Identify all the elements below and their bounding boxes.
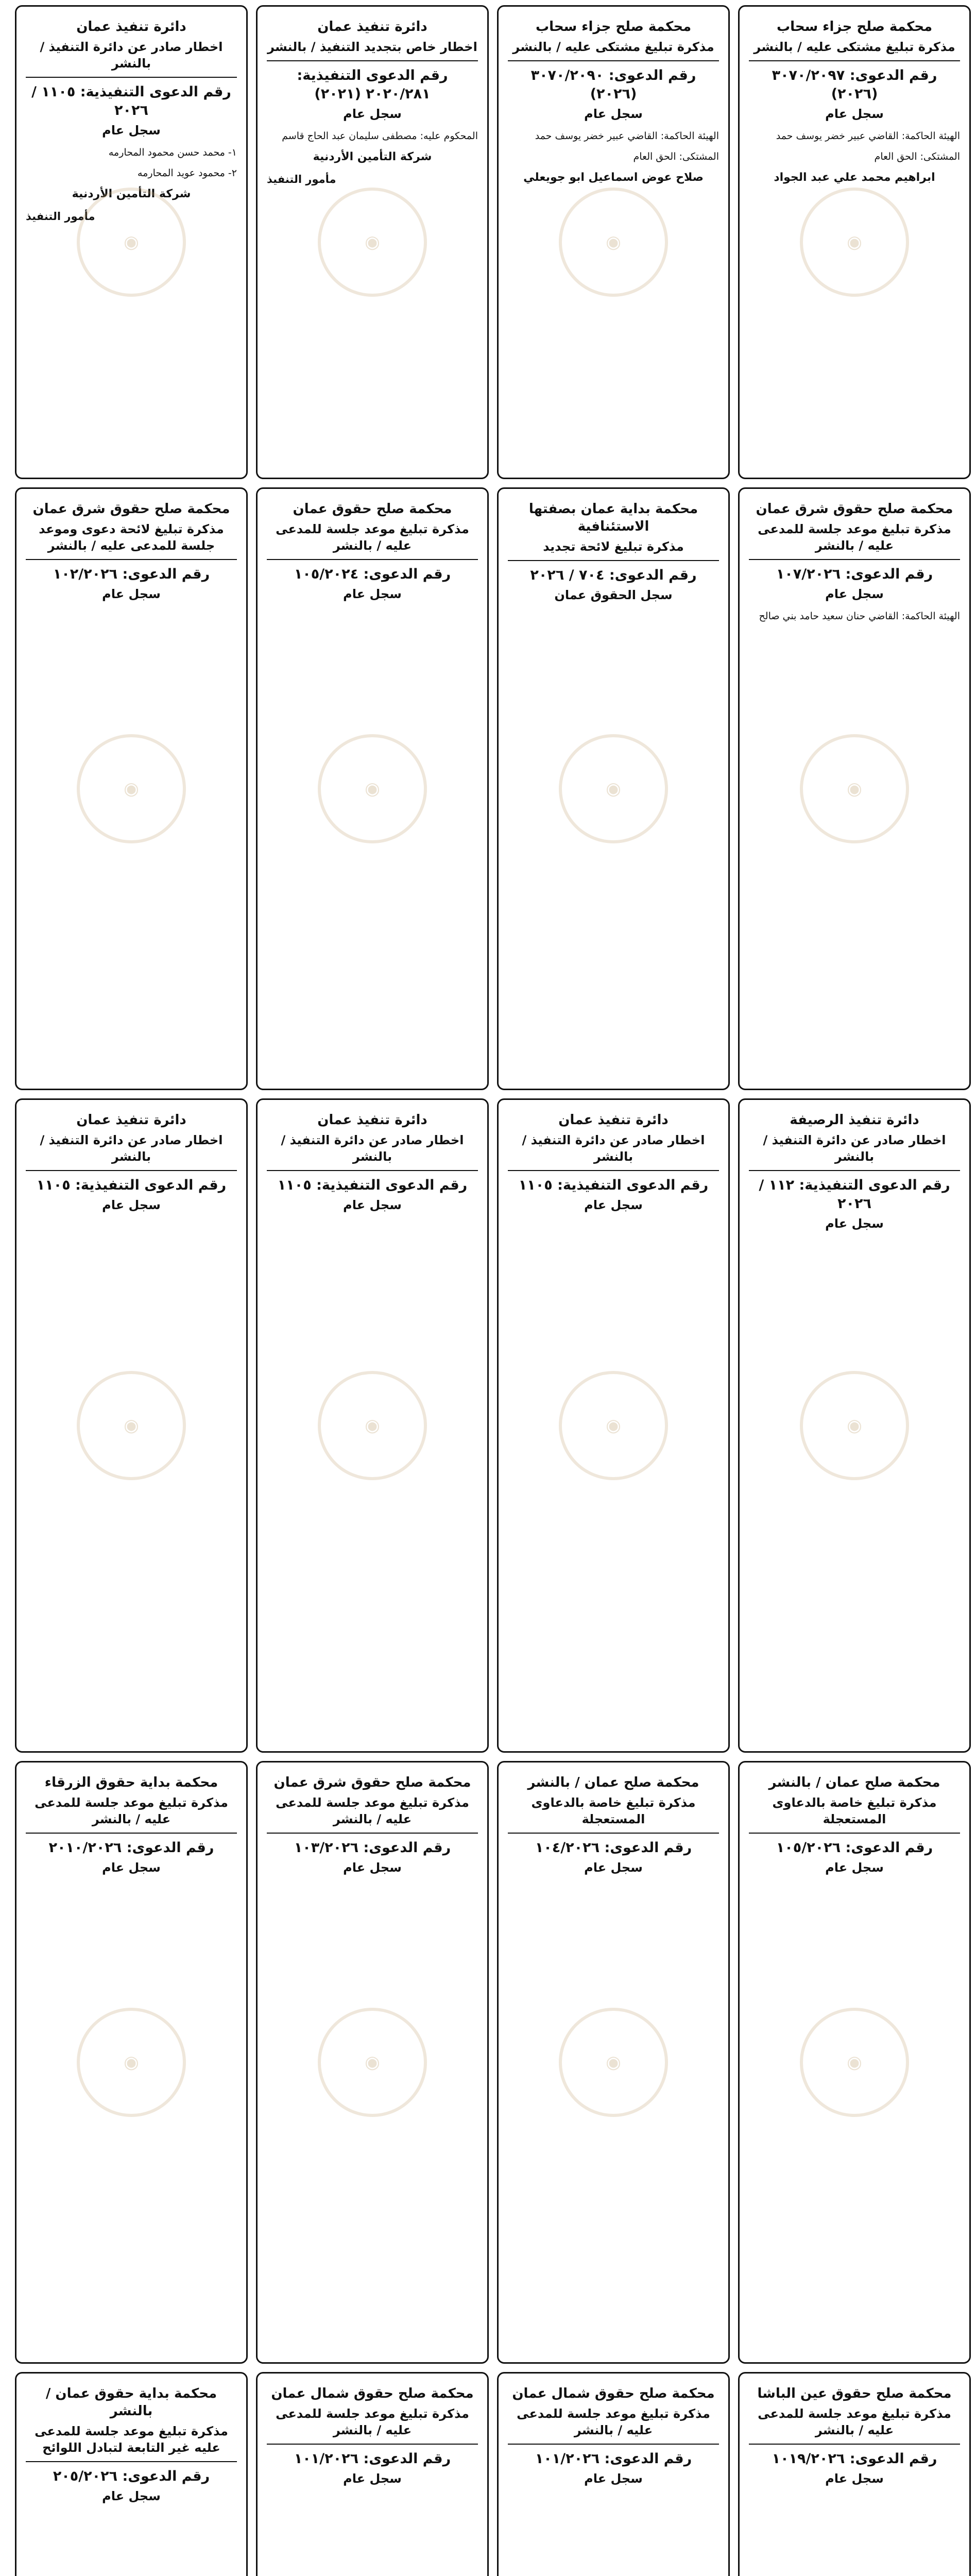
notice-subject: مذكرة تبليغ خاصة بالدعاوى المستعجلة: [772, 1795, 937, 1826]
court-notice: [738, 487, 971, 1090]
case-number: رقم الدعوى التنفيذية: ١١٢ / ٢٠٢٦: [759, 1177, 950, 1212]
case-number: رقم الدعوى: ١٠١/٢٠٢٦: [294, 2451, 451, 2467]
court-name: محكمة بداية حقوق عمان / بالنشر: [45, 2386, 217, 2419]
case-number: رقم الدعوى: ١٠١/٢٠٢٦: [535, 2451, 692, 2467]
notice-subject: مذكرة تبليغ موعد جلسة للمدعى عليه غير التابعة لتبادل اللوائح: [35, 2424, 228, 2455]
divider: [267, 2444, 478, 2445]
case-number: رقم الدعوى: ٢٠١٠/٢٠٢٦: [48, 1840, 214, 1856]
court-name: محكمة صلح حقوق عين الباشا: [757, 2386, 952, 2401]
watermark-seal-icon: ◉: [800, 188, 909, 297]
case-register: سجل عام: [825, 1860, 884, 1875]
notice-subject: اخطار صادر عن دائرة التنفيذ / بالنشر: [522, 1133, 705, 1164]
notice-paragraph: ١- محمد حسن محمود المحارمه: [108, 147, 237, 158]
watermark-seal-icon: ◉: [77, 2008, 186, 2117]
case-number: رقم الدعوى: ١٠٣/٢٠٢٦: [294, 1840, 451, 1856]
case-number: رقم الدعوى: ١٠٧/٢٠٢٦: [776, 566, 933, 582]
case-register: سجل عام: [584, 107, 643, 121]
notice-paragraph: ٢- محمود عويد المحارمه: [138, 167, 237, 179]
watermark-seal-icon: ◉: [800, 1371, 909, 1480]
court-name: محكمة بداية حقوق الزرقاء: [44, 1775, 218, 1790]
court-name: دائرة تنفيذ عمان: [558, 1112, 669, 1128]
court-name: محكمة صلح حقوق شرق عمان: [32, 501, 230, 517]
divider: [749, 1833, 960, 1834]
notice-subject: مذكرة تبليغ موعد جلسة للمدعى عليه / بالنشر: [276, 522, 469, 553]
notice-subject: مذكرة تبليغ موعد جلسة للمدعى عليه / بالنشر: [517, 2406, 710, 2437]
divider: [267, 1170, 478, 1171]
divider: [26, 77, 237, 78]
case-number: رقم الدعوى: ١٠٥/٢٠٢٦: [776, 1840, 933, 1856]
court-name: محكمة صلح عمان / بالنشر: [527, 1775, 699, 1790]
notice-paragraph: الهيئة الحاكمة: القاضي عبير خضر يوسف حمد: [535, 130, 719, 142]
notice-subject: اخطار صادر عن دائرة التنفيذ / بالنشر: [40, 1133, 223, 1164]
court-notice: [15, 2372, 248, 2576]
case-register: سجل عام: [343, 1198, 402, 1212]
party-name: ابراهيم محمد علي عبد الجواد: [774, 171, 935, 184]
divider: [26, 2461, 237, 2462]
notice-subject: مذكرة تبليغ موعد جلسة للمدعى عليه / بالنشر: [276, 1795, 469, 1826]
court-notice: [256, 1761, 489, 2364]
watermark-seal-icon: ◉: [77, 1371, 186, 1480]
court-name: دائرة تنفيذ الرصيفة: [790, 1112, 919, 1128]
watermark-seal-icon: ◉: [559, 2008, 668, 2117]
notice-subject: مذكرة تبليغ موعد جلسة للمدعى عليه / بالنشر: [35, 1795, 228, 1826]
divider: [508, 560, 719, 561]
court-notice: [256, 5, 489, 479]
case-register: سجل الحقوق عمان: [554, 588, 673, 602]
divider: [749, 559, 960, 560]
case-number: رقم الدعوى: ١٠٤/٢٠٢٦: [535, 1840, 692, 1856]
watermark-seal-icon: ◉: [318, 188, 427, 297]
case-register: سجل عام: [102, 2489, 161, 2503]
notice-subject: مذكرة تبليغ لائحة دعوى وموعد جلسة للمدعى عليه / بالنشر: [39, 522, 224, 553]
notice-paragraph: الهيئة الحاكمة: القاضي حنان سعيد حامد بني صالح: [759, 611, 960, 622]
notice-paragraph: المحكوم عليه: مصطفى سليمان عبد الحاج قاسم: [282, 130, 478, 142]
notices-row-3: [5, 1098, 971, 1753]
party-name: شركة التأمين الأردنية: [313, 150, 432, 163]
case-number: رقم الدعوى التنفيذية: ١١٠٥: [518, 1177, 709, 1193]
notice-subject: مذكرة تبليغ خاصة بالدعاوى المستعجلة: [531, 1795, 696, 1826]
signature-line: مأمور التنفيذ: [267, 173, 336, 185]
case-register: سجل عام: [102, 587, 161, 601]
court-name: محكمة بداية عمان بصفتها الاستئنافية: [528, 501, 698, 534]
court-notice: [15, 5, 248, 479]
notice-subject: مذكرة تبليغ موعد جلسة للمدعى عليه / بالنشر: [276, 2406, 469, 2437]
case-register: سجل عام: [584, 1860, 643, 1875]
court-notice: [738, 1761, 971, 2364]
court-notice: [497, 1098, 730, 1753]
court-notice: [256, 1098, 489, 1753]
case-number: رقم الدعوى: ١٠٥/٢٠٢٤: [294, 566, 451, 582]
notice-subject: اخطار صادر عن دائرة التنفيذ / بالنشر: [763, 1133, 946, 1164]
case-number: رقم الدعوى: ١٠٢/٢٠٢٦: [53, 566, 210, 582]
divider: [267, 1833, 478, 1834]
court-notice: [497, 5, 730, 479]
notice-subject: مذكرة تبليغ موعد جلسة للمدعى عليه / بالنشر: [758, 522, 951, 553]
notice-subject: اخطار خاص بتجديد التنفيذ / بالنشر: [267, 40, 477, 54]
court-notice: [738, 2372, 971, 2576]
court-name: محكمة صلح حقوق شرق عمان: [756, 501, 953, 517]
case-register: سجل عام: [102, 1198, 161, 1212]
court-notice: [738, 5, 971, 479]
case-register: سجل عام: [102, 1860, 161, 1875]
divider: [508, 1833, 719, 1834]
divider: [749, 60, 960, 61]
notice-subject: مذكرة تبليغ موعد جلسة للمدعى عليه / بالنشر: [758, 2406, 951, 2437]
watermark-seal-icon: ◉: [559, 734, 668, 843]
notice-subject: مذكرة تبليغ لائحة تجديد: [543, 539, 684, 554]
notice-subject: مذكرة تبليغ مشتكى عليه / بالنشر: [754, 40, 955, 54]
court-notice: [15, 1761, 248, 2364]
case-register: سجل عام: [343, 107, 402, 121]
court-name: محكمة صلح جزاء سحاب: [535, 19, 692, 35]
watermark-seal-icon: ◉: [800, 734, 909, 843]
notice-subject: اخطار صادر عن دائرة التنفيذ / بالنشر: [281, 1133, 464, 1164]
court-name: دائرة تنفيذ عمان: [76, 19, 186, 35]
court-notice: [497, 1761, 730, 2364]
case-register: سجل عام: [102, 123, 161, 138]
case-number: رقم الدعوى التنفيذية: ١١٠٥ / ٢٠٢٦: [31, 84, 231, 118]
divider: [267, 60, 478, 61]
court-name: محكمة صلح حقوق شرق عمان: [273, 1775, 471, 1790]
case-register: سجل عام: [825, 107, 884, 121]
notices-row-4: [5, 1761, 971, 2364]
divider: [508, 1170, 719, 1171]
divider: [508, 60, 719, 61]
watermark-seal-icon: ◉: [800, 2008, 909, 2117]
court-notice: [15, 1098, 248, 1753]
watermark-seal-icon: ◉: [77, 734, 186, 843]
court-notice: [738, 1098, 971, 1753]
notices-row-5: [5, 2372, 971, 2576]
case-register: سجل عام: [343, 2471, 402, 2486]
notice-subject: اخطار صادر عن دائرة التنفيذ / بالنشر: [40, 40, 223, 71]
watermark-seal-icon: ◉: [559, 188, 668, 297]
divider: [508, 2444, 719, 2445]
case-number: رقم الدعوى التنفيذية: ١١٠٥: [277, 1177, 468, 1193]
watermark-seal-icon: ◉: [318, 734, 427, 843]
court-name: محكمة صلح حقوق عمان: [293, 501, 452, 517]
divider: [26, 1833, 237, 1834]
divider: [26, 559, 237, 560]
case-number: رقم الدعوى: ٢٠٥/٢٠٢٦: [53, 2468, 210, 2484]
court-name: محكمة صلح عمان / بالنشر: [768, 1775, 940, 1790]
signature-line: مأمور التنفيذ: [26, 210, 95, 223]
court-name: دائرة تنفيذ عمان: [317, 1112, 427, 1128]
notice-paragraph: الهيئة الحاكمة: القاضي عبير خضر يوسف حمد: [776, 130, 960, 142]
watermark-seal-icon: ◉: [559, 1371, 668, 1480]
case-register: سجل عام: [343, 587, 402, 601]
case-register: سجل عام: [825, 2471, 884, 2486]
court-name: دائرة تنفيذ عمان: [317, 19, 427, 35]
party-name: صلاح عوض اسماعيل ابو جويعلي: [523, 171, 704, 184]
case-number: رقم الدعوى: ١٠١٩/٢٠٢٦: [772, 2451, 937, 2467]
court-notice: [497, 2372, 730, 2576]
watermark-seal-icon: ◉: [77, 188, 186, 297]
case-number: رقم الدعوى: ٣٠٧٠/٢٠٩٧ (٢٠٢٦): [772, 67, 937, 102]
notice-paragraph: المشتكى: الحق العام: [874, 151, 960, 162]
watermark-seal-icon: ◉: [318, 2008, 427, 2117]
case-number: رقم الدعوى التنفيذية: ٢٠٢٠/٢٨١ (٢٠٢١): [297, 67, 448, 102]
case-number: رقم الدعوى التنفيذية: ١١٠٥: [36, 1177, 227, 1193]
notices-row-1: [5, 5, 971, 479]
divider: [26, 1170, 237, 1171]
court-notice: [256, 2372, 489, 2576]
case-number: رقم الدعوى: ٧٠٤ / ٢٠٢٦: [530, 567, 697, 583]
court-notice: [497, 487, 730, 1090]
notices-row-2: [5, 487, 971, 1090]
court-notice: [256, 487, 489, 1090]
divider: [267, 559, 478, 560]
court-notice: [15, 487, 248, 1090]
court-name: محكمة صلح جزاء سحاب: [776, 19, 933, 35]
case-number: رقم الدعوى: ٣٠٧٠/٢٠٩٠ (٢٠٢٦): [530, 67, 696, 102]
case-register: سجل عام: [343, 1860, 402, 1875]
notice-subject: مذكرة تبليغ مشتكى عليه / بالنشر: [512, 40, 714, 54]
party-name: شركة التأمين الأردنية: [72, 188, 191, 200]
case-register: سجل عام: [584, 2471, 643, 2486]
court-name: دائرة تنفيذ عمان: [76, 1112, 186, 1128]
divider: [749, 2444, 960, 2445]
watermark-seal-icon: ◉: [318, 1371, 427, 1480]
case-register: سجل عام: [825, 1216, 884, 1231]
case-register: سجل عام: [825, 587, 884, 601]
court-name: محكمة صلح حقوق شمال عمان: [512, 2386, 715, 2401]
case-register: سجل عام: [584, 1198, 643, 1212]
court-name: محكمة صلح حقوق شمال عمان: [271, 2386, 474, 2401]
notice-paragraph: المشتكى: الحق العام: [633, 151, 719, 162]
divider: [749, 1170, 960, 1171]
